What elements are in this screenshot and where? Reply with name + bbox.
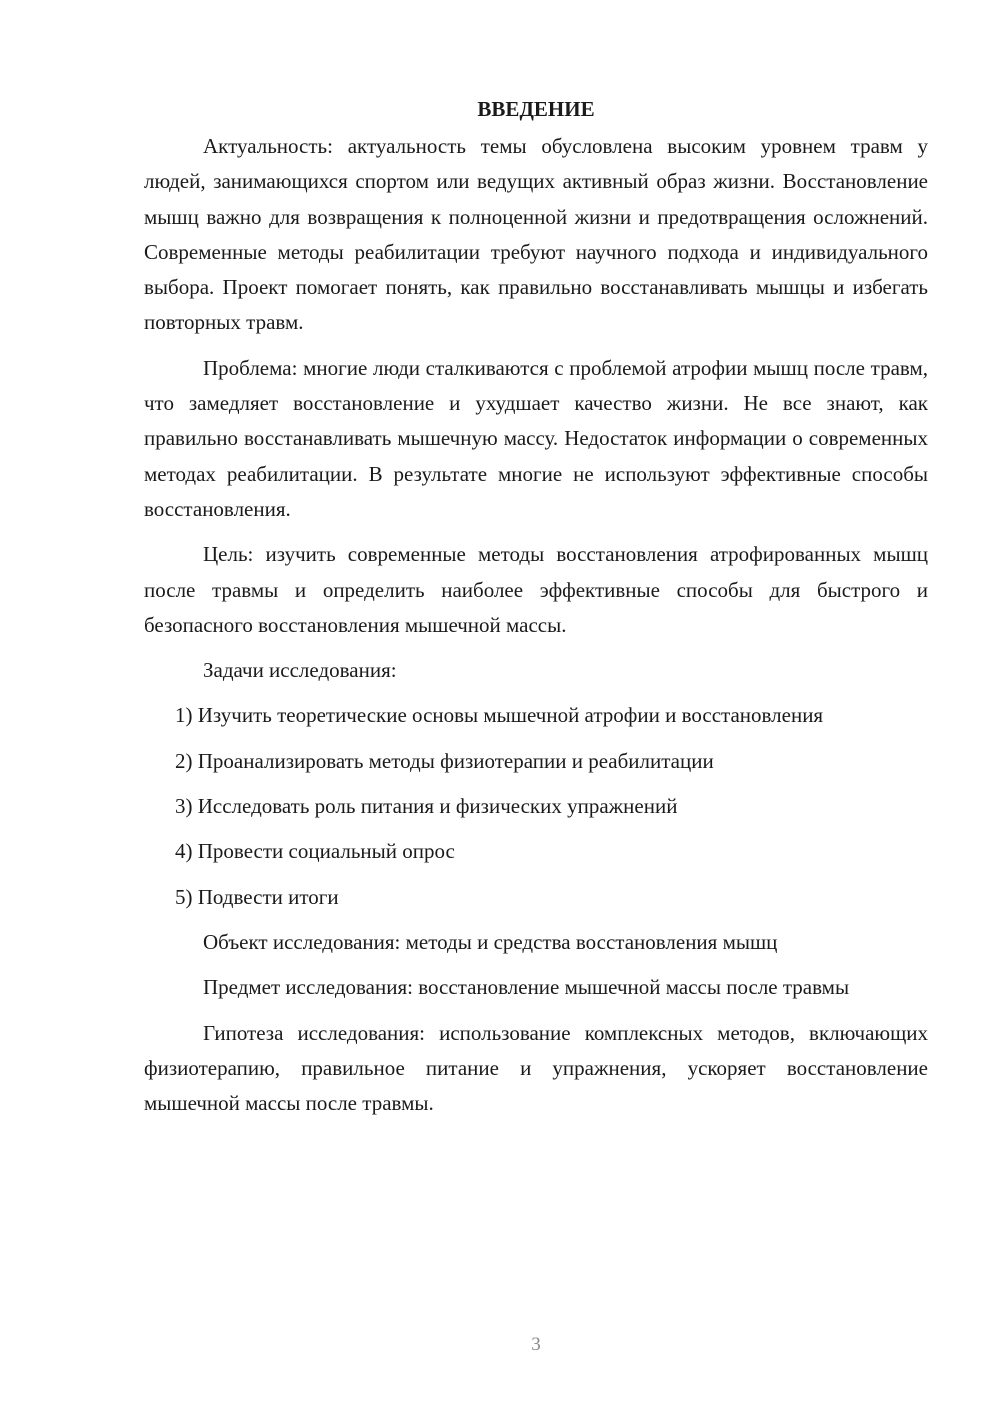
problem-paragraph: Проблема: многие люди сталкиваются с проблемой атрофии мышц после травм, что замедляет восстановление и ухудшает качество жизни. Не все знают, как правильно восстанавливать мышечную массу. Недостаток информации о современных методах реабилитации. В результате многие не используют эффективные способы восстановления.	[144, 355, 928, 521]
task-item-3: 3) Исследовать роль питания и физических упражнений	[175, 794, 678, 819]
tasks-heading: Задачи исследования:	[203, 658, 397, 683]
task-item-5: 5) Подвести итоги	[175, 884, 339, 909]
page-number: 3	[531, 1334, 541, 1355]
task-item-2: 2) Проанализировать методы физиотерапии и реабилитации	[175, 748, 714, 773]
relevance-paragraph: Актуальность: актуальность темы обусловлена высоким уровнем травм у людей, занимающихся спортом или ведущих активный образ жизни. Восстановление мышц важно для возвращения к полноценной жизни и предотвращения осложнений. Современные методы реабилитации требуют научного подхода и индивидуального выбора. Проект помогает понять, как правильно восстанавливать мышцы и избегать повторных травм.	[144, 134, 928, 335]
task-item-1: 1) Изучить теоретические основы мышечной атрофии и восстановления	[175, 703, 824, 728]
section-heading: ВВЕДЕНИЕ	[477, 97, 595, 121]
subject-paragraph: Предмет исследования: восстановление мышечной массы после травмы	[203, 975, 850, 1000]
goal-paragraph: Цель: изучить современные методы восстановления атрофированных мышц после травмы и определить наиболее эффективные способы для быстрого и безопасного восстановления мышечной массы.	[144, 542, 928, 637]
hypothesis-paragraph: Гипотеза исследования: использование комплексных методов, включающих физиотерапию, правильное питание и упражнения, ускоряет восстановление мышечной массы после травмы.	[144, 1020, 928, 1116]
object-paragraph: Объект исследования: методы и средства восстановления мышц	[203, 929, 778, 954]
document-page	[144, 92, 928, 1131]
task-item-4: 4) Провести социальный опрос	[175, 839, 455, 864]
